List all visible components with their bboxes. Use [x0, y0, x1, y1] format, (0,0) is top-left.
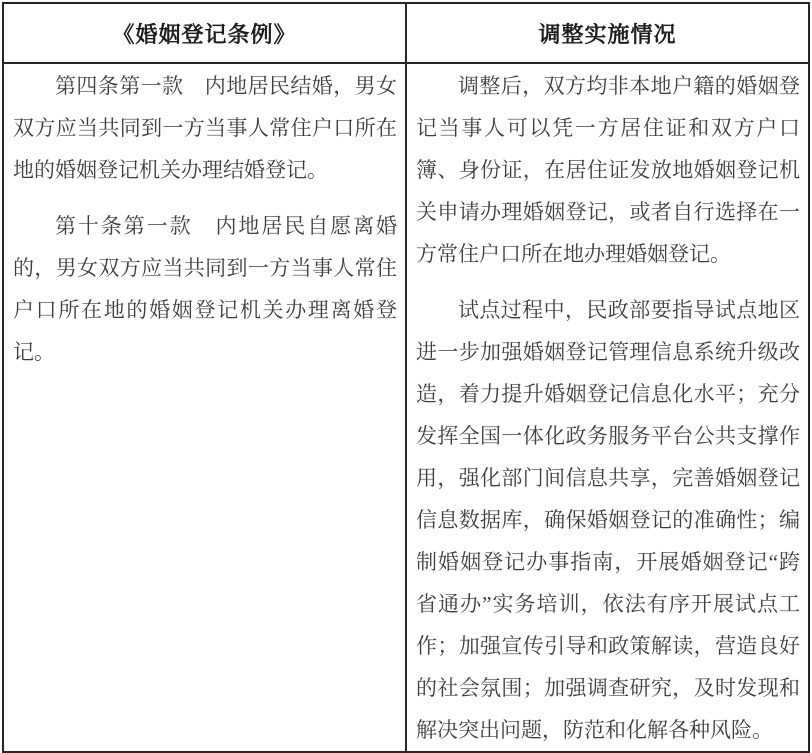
column-header-implementation: 调整实施情况 [406, 3, 809, 63]
paragraph-pilot-process: 试点过程中，民政部要指导试点地区进一步加强婚姻登记管理信息系统升级改造，着力提升婚姻登记信息化水平；充分发挥全国一体化政务服务平台公共支撑作用，强化部门间信息共享，完善婚姻登记信息数据库，确保婚姻登记的准确性；编制婚姻登记办事指南，开展婚姻登记“跨省通办”实务培训，依法有序开展试点工作；加强宣传引导和政策解读，营造良好的社会氛围；加强调查研究，及时发现和解决突出问题，防范和化解各种风险。 [416, 298, 800, 742]
regulation-comparison-table [2, 2, 810, 753]
table-body-row [3, 63, 809, 752]
paragraph-article-10: 第十条第一款 内地居民自愿离婚的，男女双方应当共同到一方当事人常住户口所在地的婚姻登记机关办理离婚登记。 [13, 214, 397, 364]
table-header-row [3, 3, 809, 63]
paragraph-article-4: 第四条第一款 内地居民结婚，男女双方应当共同到一方当事人常住户口所在地的婚姻登记机关办理结婚登记。 [13, 74, 397, 182]
column-header-regulation: 《婚姻登记条例》 [3, 3, 406, 63]
cell-regulation-text [3, 63, 406, 752]
cell-implementation-text [406, 63, 809, 752]
paragraph-adjustment-result: 调整后，双方均非本地户籍的婚姻登记当事人可以凭一方居住证和双方户口簿、身份证，在居住证发放地婚姻登记机关申请办理婚姻登记，或者自行选择在一方常住户口所在地办理婚姻登记。 [416, 74, 800, 266]
